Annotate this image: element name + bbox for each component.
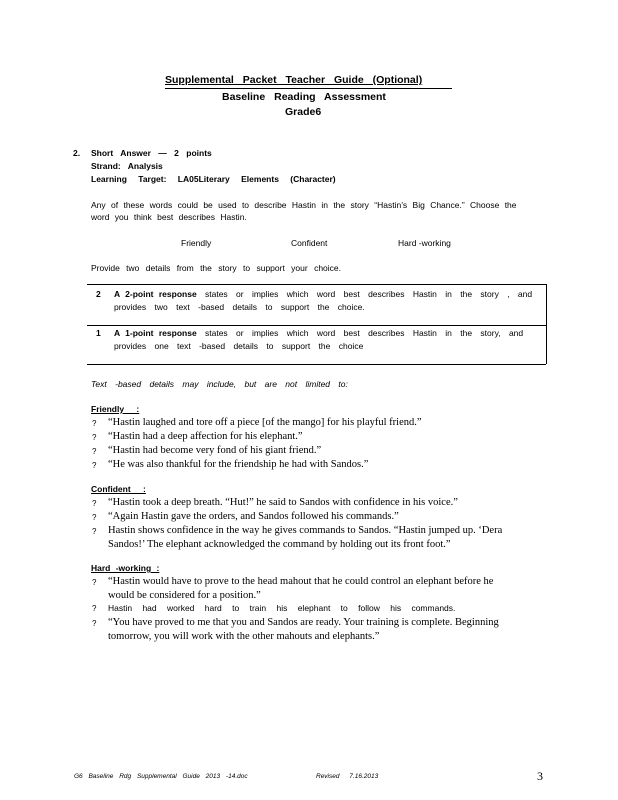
rubric-right-border xyxy=(546,284,547,364)
section-heading: Confident : xyxy=(91,484,146,494)
bullet-icon: ? xyxy=(92,461,97,470)
bullet-icon: ? xyxy=(92,433,97,442)
detail-item: “Hastin laughed and tore off a piece [of the mango] for his playful friend.” xyxy=(108,417,422,428)
rubric-score: 2 xyxy=(96,289,101,299)
rubric-text-line-1: states or implies which word best describes Hastin in the story, and xyxy=(205,328,524,338)
page-number: 3 xyxy=(537,769,543,783)
section-heading: Hard -working : xyxy=(91,563,160,573)
bullet-icon: ? xyxy=(92,619,97,628)
details-intro: Text -based details may include, but are not limited to: xyxy=(91,379,348,389)
bullet-icon: ? xyxy=(92,513,97,522)
detail-item: “Hastin took a deep breath. “Hut!” he said to Sandos with confidence in his voice.” xyxy=(108,497,458,508)
bullet-icon: ? xyxy=(92,419,97,428)
bullet-icon: ? xyxy=(92,499,97,508)
detail-item-continued: Sandos!’ The elephant acknowledged the command by holding out its front foot.” xyxy=(108,539,451,550)
detail-item: “Hastin would have to prove to the head mahout that he could control an elephant before he xyxy=(108,576,494,587)
choice-hard-working: Hard -working xyxy=(398,238,451,248)
rubric-text-line-2: provides one text -based details to support the choice xyxy=(114,341,364,351)
detail-item: “He was also thankful for the friendship he had with Sandos.” xyxy=(108,459,369,470)
detail-item-continued: tomorrow, you will work with the other mahouts and elephants.” xyxy=(108,631,380,642)
section-heading: Friendly : xyxy=(91,404,140,414)
detail-item: Hastin had worked hard to train his elephant to follow his commands. xyxy=(108,603,456,613)
prompt-line-1: Any of these words could be used to describe Hastin in the story “Hastin’s Big Chance.” Choose the xyxy=(91,200,517,210)
detail-item: “You have proved to me that you and Sandos are ready. Your training is complete. Beginning xyxy=(108,617,499,628)
rubric-label: A 2-point response xyxy=(114,289,197,299)
rubric-text-line-2: provides two text -based details to support the choice. xyxy=(114,302,365,312)
detail-item-continued: would be considered for a position.” xyxy=(108,590,261,601)
rubric-label: A 1-point response xyxy=(114,328,197,338)
rubric-mid-border xyxy=(87,325,546,326)
rubric-bottom-border xyxy=(87,364,546,365)
bullet-icon: ? xyxy=(92,527,97,536)
choice-friendly: Friendly xyxy=(181,238,212,248)
detail-item: “Again Hastin gave the orders, and Sandos followed his commands.” xyxy=(108,511,399,522)
question-title: Short Answer — 2 points xyxy=(91,148,212,158)
bullet-icon: ? xyxy=(92,447,97,456)
detail-item: “Hastin had a deep affection for his elephant.” xyxy=(108,431,303,442)
rubric-score: 1 xyxy=(96,328,101,338)
bullet-icon: ? xyxy=(92,604,97,613)
header-subtitle: Baseline Reading Assessment xyxy=(222,91,386,103)
header-title: Supplemental Packet Teacher Guide (Optional) xyxy=(165,74,423,86)
prompt-line-2: word you think best describes Hastin. xyxy=(91,212,247,222)
choice-confident: Confident xyxy=(291,238,328,248)
bullet-icon: ? xyxy=(92,578,97,587)
rubric-top-border xyxy=(87,284,546,285)
header-underline xyxy=(165,88,452,89)
question-target: Learning Target: LA05Literary Elements (Character) xyxy=(91,174,336,184)
question-strand: Strand: Analysis xyxy=(91,161,163,171)
question-number: 2. xyxy=(73,148,81,158)
footer-filename: G6 Baseline Rdg Supplemental Guide 2013 -14.doc xyxy=(74,773,248,780)
footer-revised: Revised 7.16.2013 xyxy=(316,773,379,780)
header-grade: Grade6 xyxy=(285,106,322,118)
detail-item: “Hastin had become very fond of his giant friend.” xyxy=(108,445,322,456)
rubric-text-line-1: states or implies which word best describes Hastin in the story , and xyxy=(205,289,533,299)
prompt-instruction: Provide two details from the story to support your choice. xyxy=(91,263,342,273)
detail-item: Hastin shows confidence in the way he gives commands to Sandos. “Hastin jumped up. ‘Dera xyxy=(108,525,503,536)
